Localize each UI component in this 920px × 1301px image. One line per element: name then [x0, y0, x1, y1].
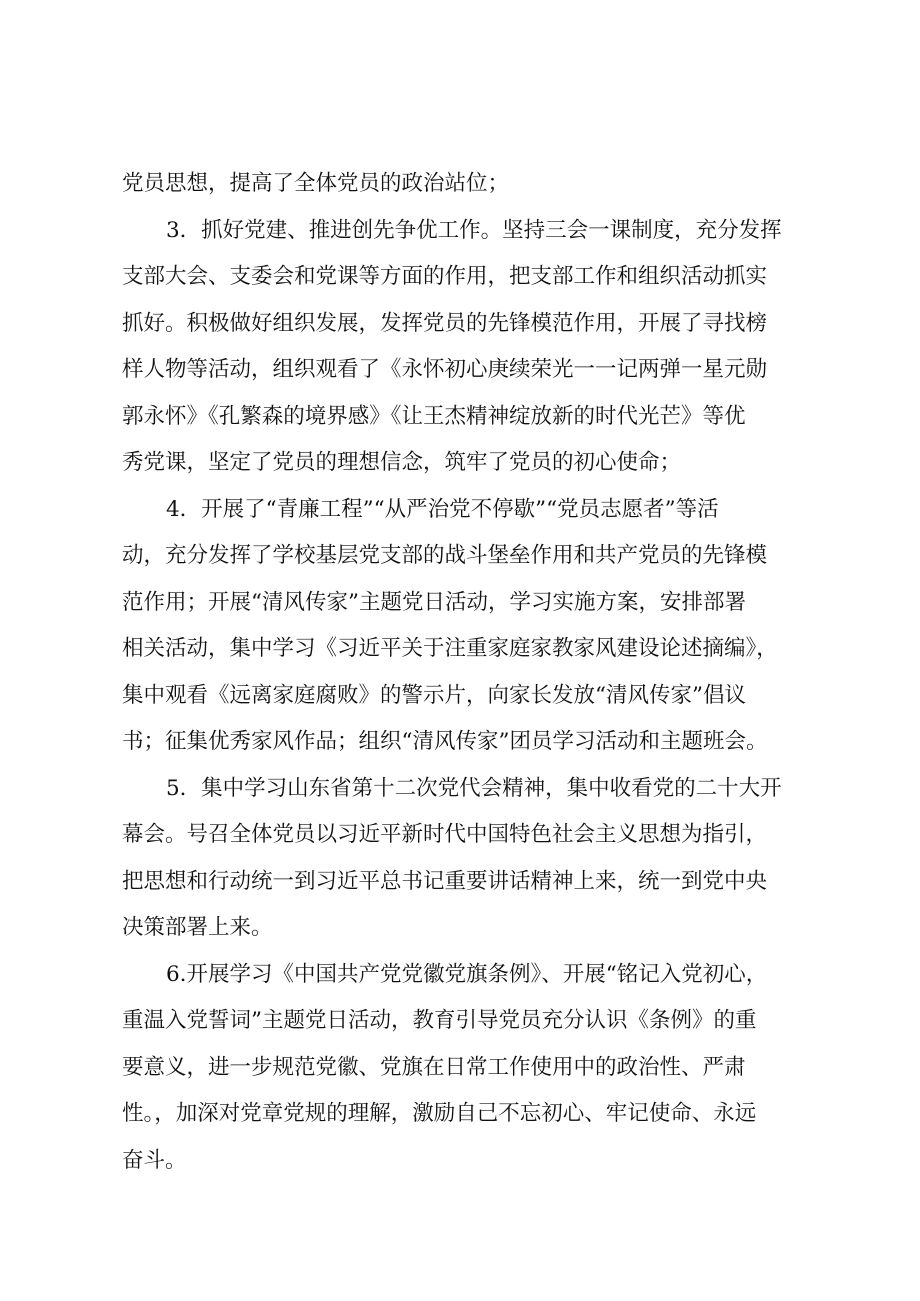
text-line: 范作用；开展“清风传家”主题党日活动，学习实施方案，安排部署 [122, 589, 746, 615]
text-line: 性。，加深对党章党规的理解，激励自己不忘初心、牢记使命、永远 [122, 1101, 757, 1126]
text-line: 抓好。积极做好组织发展，发挥党员的先锋模范作用，开展了寻找榜 [122, 310, 768, 336]
text-line: 相关活动，集中学习《习近平关于注重家庭家教家风建设论述摘编》， [122, 636, 778, 661]
text-line: 集中观看《远离家庭腐败》的警示片，向家长发放“清风传家”倡议 [122, 682, 746, 708]
paragraph-4-start: 4．开展了“青廉工程”“从严治党不停歇”“党员志愿者”等活 [166, 496, 719, 522]
paragraph-5-start: 5．集中学习山东省第十二次党代会精神，集中收看党的二十大开 [166, 775, 782, 801]
text-line: 郭永怀》《孔繁森的境界感》《让王杰精神绽放新的时代光芒》等优 [122, 403, 746, 429]
text-line: 把思想和行动统一到习近平总书记重要讲话精神上来，统一到党中央 [122, 868, 768, 894]
text-line: 要意义，进一步规范党徽、党旗在日常工作使用中的政治性、严肃 [122, 1054, 746, 1080]
text-line: 秀党课，坚定了党员的理想信念，筑牢了党员的初心使命； [122, 450, 682, 475]
text-line: 决策部署上来。 [122, 915, 273, 940]
text-line: 重温入党誓词”主题党日活动，教育引导党员充分认识《条例》的重 [122, 1008, 757, 1033]
text-line: 幕会。号召全体党员以习近平新时代中国特色社会主义思想为指引， [122, 822, 768, 847]
paragraph-6-start: 6.开展学习《中国共产党党徽党旗条例》、开展“铭记入党初心， [166, 961, 768, 987]
text-line: 支部大会、支委会和党课等方面的作用，把支部工作和组织活动抓实 [122, 264, 768, 289]
text-line: 党员思想，提高了全体党员的政治站位； [122, 171, 510, 196]
document-body [122, 161, 832, 1184]
paragraph-3-start: 3．抓好党建、推进创先争优工作。坚持三会一课制度，充分发挥 [166, 217, 782, 243]
text-line: 样人物等活动，组织观看了《永怀初心庚续荣光一一记两弹一星元勋 [122, 357, 768, 382]
text-line: 书；征集优秀家风作品；组织“清风传家”团员学习活动和主题班会。 [122, 729, 768, 754]
text-line: 动，充分发挥了学校基层党支部的战斗堡垒作用和共产党员的先锋模 [122, 543, 768, 568]
text-line: 奋斗。 [122, 1147, 187, 1173]
